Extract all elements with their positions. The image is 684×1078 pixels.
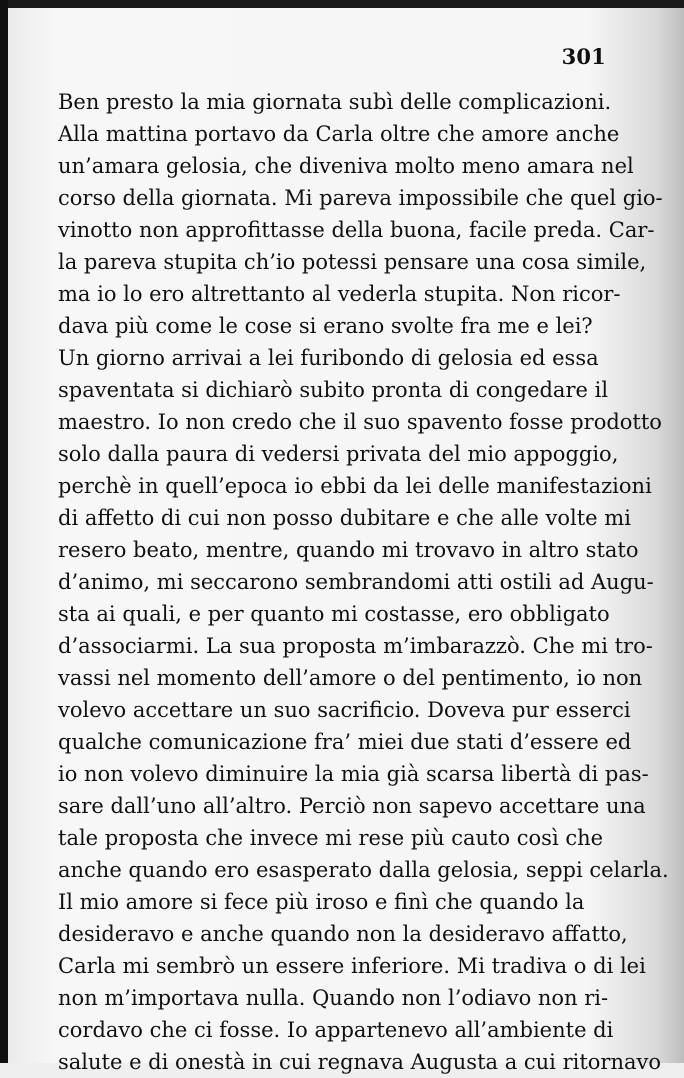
text-line: solo dalla paura di vedersi privata del mio appoggio, bbox=[58, 442, 619, 466]
text-line: desideravo e anche quando non la desideravo affatto, bbox=[58, 922, 628, 946]
text-line: cordavo che ci fosse. Io appartenevo all’ambiente di bbox=[58, 1018, 614, 1042]
text-line: Carla mi sembrò un essere inferiore. Mi tradiva o di lei bbox=[58, 954, 646, 978]
text-line: d’associarmi. La sua proposta m’imbarazzò. Che mi tro- bbox=[58, 634, 653, 658]
paragraph-2 bbox=[58, 342, 669, 1078]
text-line: un’amara gelosia, che diveniva molto meno amara nel bbox=[58, 154, 634, 178]
text-line: Un giorno arrivai a lei furibondo di gelosia ed essa bbox=[58, 346, 599, 370]
text-line: Il mio amore si fece più iroso e finì che quando la bbox=[58, 890, 585, 914]
page-text bbox=[58, 86, 669, 1078]
text-line: ma io lo ero altrettanto al vederla stupita. Non ricor- bbox=[58, 282, 621, 306]
text-line: sta ai quali, e per quanto mi costasse, ero obbligato bbox=[58, 602, 610, 626]
text-line: sare dall’uno all’altro. Perciò non sapevo accettare una bbox=[58, 794, 646, 818]
text-line: la pareva stupita ch’io potessi pensare una cosa simile, bbox=[58, 250, 647, 274]
text-line: anche quando ero esasperato dalla gelosia, seppi celarla. bbox=[58, 858, 669, 882]
text-line: non m’importava nulla. Quando non l’odiavo non ri- bbox=[58, 986, 609, 1010]
text-line: vinotto non approfittasse della buona, facile preda. Car- bbox=[58, 218, 655, 242]
text-line: corso della giornata. Mi pareva impossibile che quel gio- bbox=[58, 186, 663, 210]
text-line: Alla mattina portavo da Carla oltre che amore anche bbox=[58, 122, 620, 146]
text-line: salute e di onestà in cui regnava Augusta a cui ritornavo bbox=[58, 1050, 662, 1074]
text-line: d’animo, mi seccarono sembrandomi atti ostili ad Augu- bbox=[58, 570, 654, 594]
text-line: io non volevo diminuire la mia già scarsa libertà di pas- bbox=[58, 762, 649, 786]
text-line: resero beato, mentre, quando mi trovavo in altro stato bbox=[58, 538, 639, 562]
text-line: vassi nel momento dell’amore o del pentimento, io non bbox=[58, 666, 643, 690]
text-line: tale proposta che invece mi rese più cauto così che bbox=[58, 826, 604, 850]
text-line: di affetto di cui non posso dubitare e che alle volte mi bbox=[58, 506, 631, 530]
page-number: 301 bbox=[561, 44, 606, 69]
text-line: maestro. Io non credo che il suo spavento fosse prodotto bbox=[58, 410, 662, 434]
scan-top-edge bbox=[0, 0, 684, 8]
text-line: dava più come le cose si erano svolte fra me e lei? bbox=[58, 314, 593, 338]
text-line: Ben presto la mia giornata subì delle complicazioni. bbox=[58, 90, 612, 114]
text-line: perchè in quell’epoca io ebbi da lei delle manifestazioni bbox=[58, 474, 652, 498]
text-line: spaventata si dichiarò subito pronta di congedare il bbox=[58, 378, 609, 402]
scan-binding-edge bbox=[0, 0, 8, 1063]
text-line: qualche comunicazione fra’ miei due stati d’essere ed bbox=[58, 730, 632, 754]
text-line: volevo accettare un suo sacrificio. Doveva pur esserci bbox=[58, 698, 631, 722]
paragraph-1 bbox=[58, 86, 663, 342]
